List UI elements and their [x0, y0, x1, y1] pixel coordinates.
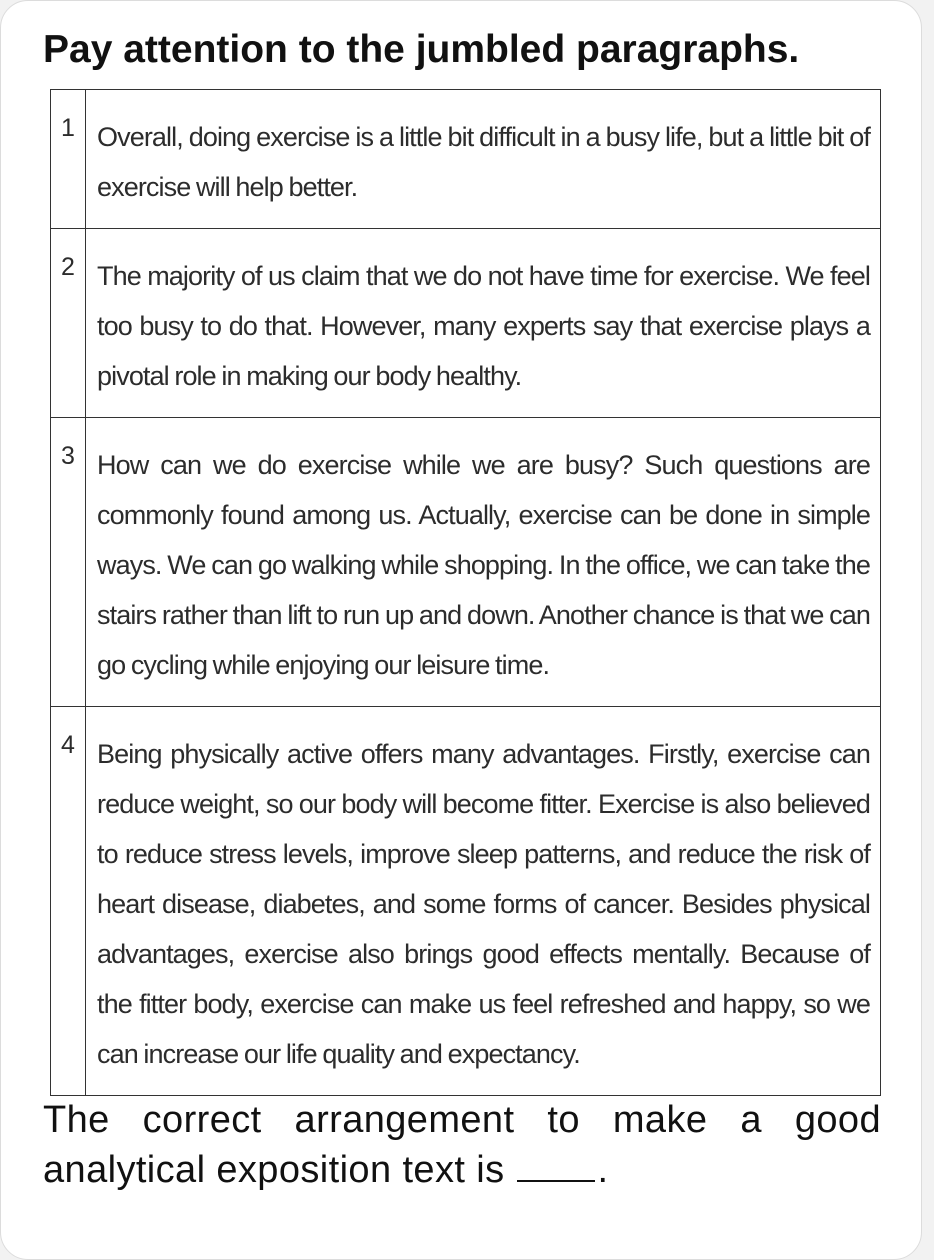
answer-blank [517, 1146, 595, 1182]
question-prompt [43, 1095, 881, 1195]
paragraph-number: 2 [51, 229, 86, 418]
table-row [51, 90, 881, 229]
paragraph-text: The majority of us claim that we do not have time for exercise. We feel too busy to do that. However, many experts say that exercise plays a pivotal role in making our body healthy. [86, 229, 881, 418]
paragraph-number: 3 [51, 418, 86, 707]
page-title: Pay attention to the jumbled paragraphs. [43, 28, 800, 71]
table-row [51, 229, 881, 418]
paragraph-table [50, 89, 881, 1096]
paragraph-number: 1 [51, 90, 86, 229]
paragraph-text: Overall, doing exercise is a little bit difficult in a busy life, but a little bit of exercise will help better. [86, 90, 881, 229]
table-row [51, 418, 881, 707]
paragraph-text: Being physically active offers many advantages. Firstly, exercise can reduce weight, so our body will become fitter. Exercise is also believed to reduce stress levels, improve sleep patterns, and reduce the risk of heart disease, diabetes, and some forms of cancer. Besides physical advantages, exercise also brings good effects mentally. Because of the fitter body, exercise can make us feel refreshed and happy, so we can increase our life quality and expectancy. [86, 707, 881, 1096]
question-text: The correct arrangement to make a good analytical exposition text is [43, 1099, 881, 1191]
paragraph-text: How can we do exercise while we are busy? Such questions are commonly found among us. Actually, exercise can be done in simple ways. We can go walking while shopping. In the office, we can take the stairs rather than lift to run up and down. Another chance is that we can go cycling while enjoying our leisure time. [86, 418, 881, 707]
paragraph-number: 4 [51, 707, 86, 1096]
question-end: . [597, 1149, 609, 1191]
table-row [51, 707, 881, 1096]
